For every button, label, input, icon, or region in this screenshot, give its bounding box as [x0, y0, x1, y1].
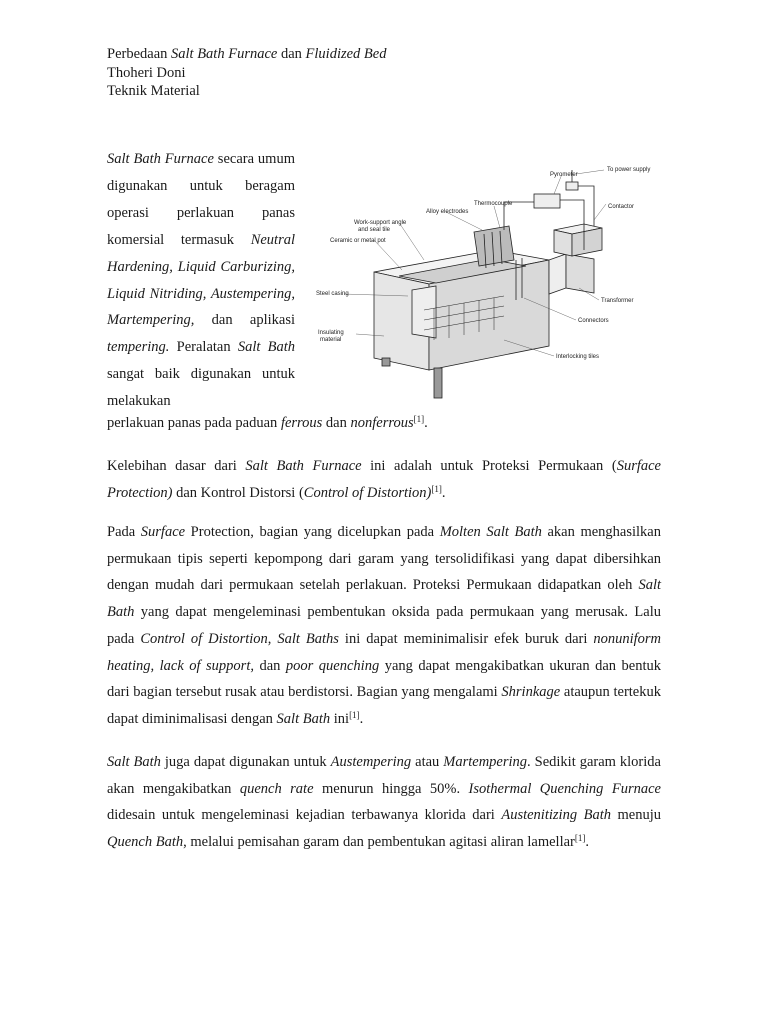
label-insulating-1: Insulating	[318, 330, 344, 336]
label-connectors: Connectors	[578, 318, 609, 324]
label-work-support-1: Work-support angle	[354, 220, 407, 226]
intro-paragraph-tail: perlakuan panas pada paduan ferrous dan nonferrous[1].	[107, 414, 428, 431]
label-contactor: Contactor	[608, 204, 635, 210]
document-title: Perbedaan Salt Bath Furnace dan Fluidized Bed	[107, 46, 387, 62]
label-steel-casing: Steel casing	[316, 291, 349, 297]
label-transformer: Transformer	[601, 298, 634, 304]
paragraph-advantages: Kelebihan dasar dari Salt Bath Furnace ini adalah untuk Proteksi Permukaan (Surface Protection) dan Kontrol Distorsi (Control of Distortion)[1].	[107, 458, 661, 501]
citation-ref: [1]	[349, 709, 360, 720]
document-header	[107, 45, 386, 101]
paragraph-surface-protection: Pada Surface Protection, bagian yang dicelupkan pada Molten Salt Bath akan menghasilkan permukaan tipis seperti kepompong dari garam yang tersolidifikasi yang dapat dibersihkan dengan mudah dari permukaan setelah perlakuan. Proteksi Permukaan didapatkan oleh Salt Bath yang dapat mengeleminasi pembentukan oksida pada permukaan yang merusak. Lalu pada Control of Distortion, Salt Baths ini dapat meminimalisir efek buruk dari nonuniform heating, lack of support, dan poor quenching yang dapat mengakibatkan ukuran dan bentuk dari bagian tersebut rusak atau berdistorsi. Bagian yang mengalami Shrinkage ataupun tertekuk dapat diminimalisasi dengan Salt Bath ini[1].	[107, 524, 662, 727]
label-ceramic-pot: Ceramic or metal pot	[330, 238, 386, 244]
label-to-power-supply: To power supply	[607, 167, 651, 173]
salt-bath-furnace-diagram	[304, 160, 664, 400]
label-alloy-electrodes: Alloy electrodes	[426, 209, 469, 215]
citation-ref: [1]	[431, 483, 442, 494]
label-interlocking-tiles: Interlocking tiles	[556, 354, 600, 360]
author-name: Thoheri Doni	[107, 64, 186, 81]
label-work-support-2: and seal tile	[358, 227, 391, 233]
citation-ref: [1]	[413, 414, 425, 424]
citation-ref: [1]	[574, 833, 586, 844]
label-insulating-2: material	[320, 337, 342, 343]
label-pyrometer: Pyrometer	[550, 172, 578, 178]
paragraph-austempering: Salt Bath juga dapat digunakan untuk Austempering atau Martempering. Sedikit garam klorida akan mengakibatkan quench rate menurun hingga 50%. Isothermal Quenching Furnace didesain untuk mengeleminasi kejadian terbawanya klorida dari Austenitizing Bath menuju Quench Bath, melalui pemisahan garam dan pembentukan agitasi aliran lamellar[1].	[107, 754, 661, 851]
department-name: Teknik Material	[107, 83, 200, 99]
label-thermocouple: Thermocouple	[474, 201, 513, 207]
intro-paragraph: Salt Bath Furnace secara umum digunakan untuk beragam operasi perlakuan panas komersial termasuk Neutral Hardening, Liquid Carburizing, Liquid Nitriding, Austempering, Martempering, dan aplikasi tempering. Peralatan Salt Bath sangat baik digunakan untuk melakukan	[107, 151, 295, 410]
